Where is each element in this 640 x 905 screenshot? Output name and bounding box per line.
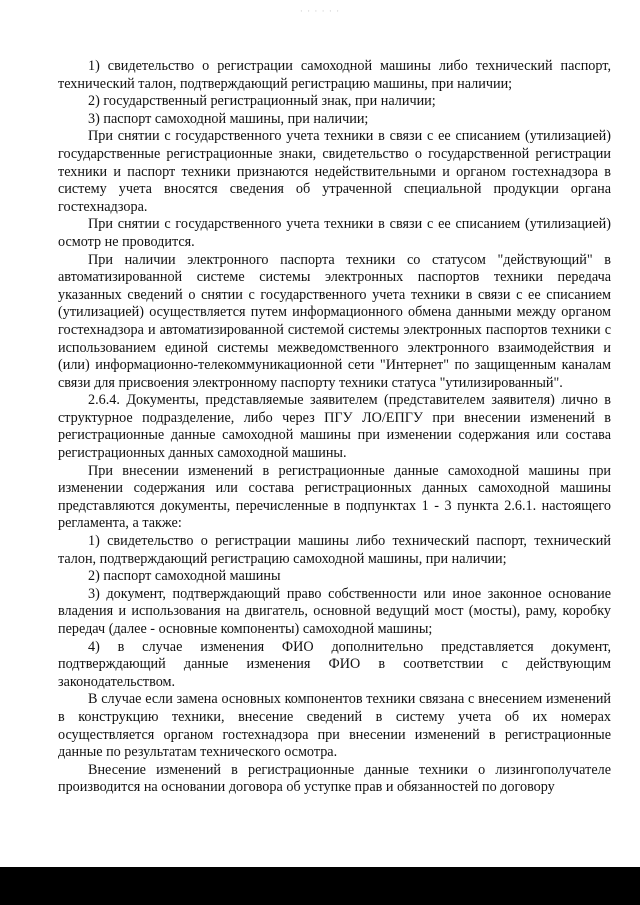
paragraph: 3) паспорт самоходной машины, при наличии; — [88, 110, 369, 127]
paragraph: 1) свидетельство о регистрации машины либо технический паспорт, технический талон, подтверждающий регистрацию самоходной машины, при наличии; — [58, 533, 611, 567]
paragraph: 2) государственный регистрационный знак, при наличии; — [88, 93, 436, 110]
paragraph: При наличии электронного паспорта техники со статусом "действующий" в автоматизированной системе системы электронных паспортов техники передача указанных сведений о снятии с государственного учета техники в связи с ее списанием (утилизацией) осуществляется путем информационного обмена данными между органом гостехнадзора и автоматизированной системой системы электронных паспортов техники с использованием единой системы межведомственного электронного взаимодействия и (или) информационно-телекоммуникационной сети "Интернет" по защищенным каналам связи для присвоения электронному паспорту техники статуса "утилизированный". — [58, 251, 611, 391]
paragraph: 2) паспорт самоходной машины — [88, 568, 281, 585]
document-body — [58, 58, 611, 797]
scan-bottom-border — [0, 867, 640, 905]
paragraph: 2.6.4. Документы, представляемые заявителем (представителем заявителя) лично в структурное подразделение, либо через ПГУ ЛО/ЕПГУ при внесении изменений в регистрационные данные самоходной машины при изменении содержания или состава регистрационных данных самоходной машины. — [58, 392, 611, 462]
paragraph: При снятии с государственного учета техники в связи с ее списанием (утилизацией) государственные регистрационные знаки, свидетельство о государственной регистрации техники и паспорт техники признаются недействительными и органом гостехнадзора в систему учета вносятся сведения об утраченной специальной продукции органа гостехнадзора. — [58, 128, 611, 215]
paragraph: 1) свидетельство о регистрации самоходной машины либо технический паспорт, технический талон, подтверждающий регистрацию машины, при наличии; — [58, 58, 611, 92]
page-header-mark: · · · · · · — [299, 6, 341, 16]
paragraph: 4) в случае изменения ФИО дополнительно представляется документ, подтверждающий данные изменения ФИО в соответствии с действующим законодательством. — [58, 638, 611, 690]
paragraph: При внесении изменений в регистрационные данные самоходной машины при изменении содержания или состава регистрационных данных самоходной машины представляются документы, перечисленные в подпунктах 1 - 3 пункта 2.6.1. настоящего регламента, а также: — [58, 462, 611, 532]
paragraph: В случае если замена основных компонентов техники связана с внесением изменений в конструкцию техники, внесение сведений в систему учета об их номерах осуществляется органом гостехнадзора при внесении изменений в регистрационные данные по результатам технического осмотра. — [58, 691, 611, 761]
paragraph: Внесение изменений в регистрационные данные техники о лизингополучателе производится на основании договора об уступке прав и обязанностей по договору — [58, 761, 611, 796]
paragraph: 3) документ, подтверждающий право собственности или иное законное основание владения и использования на двигатель, основной ведущий мост (мосты), раму, коробку передач (далее - основные компоненты) самоходной машины; — [58, 585, 611, 637]
paragraph: При снятии с государственного учета техники в связи с ее списанием (утилизацией) осмотр не проводится. — [58, 216, 611, 250]
